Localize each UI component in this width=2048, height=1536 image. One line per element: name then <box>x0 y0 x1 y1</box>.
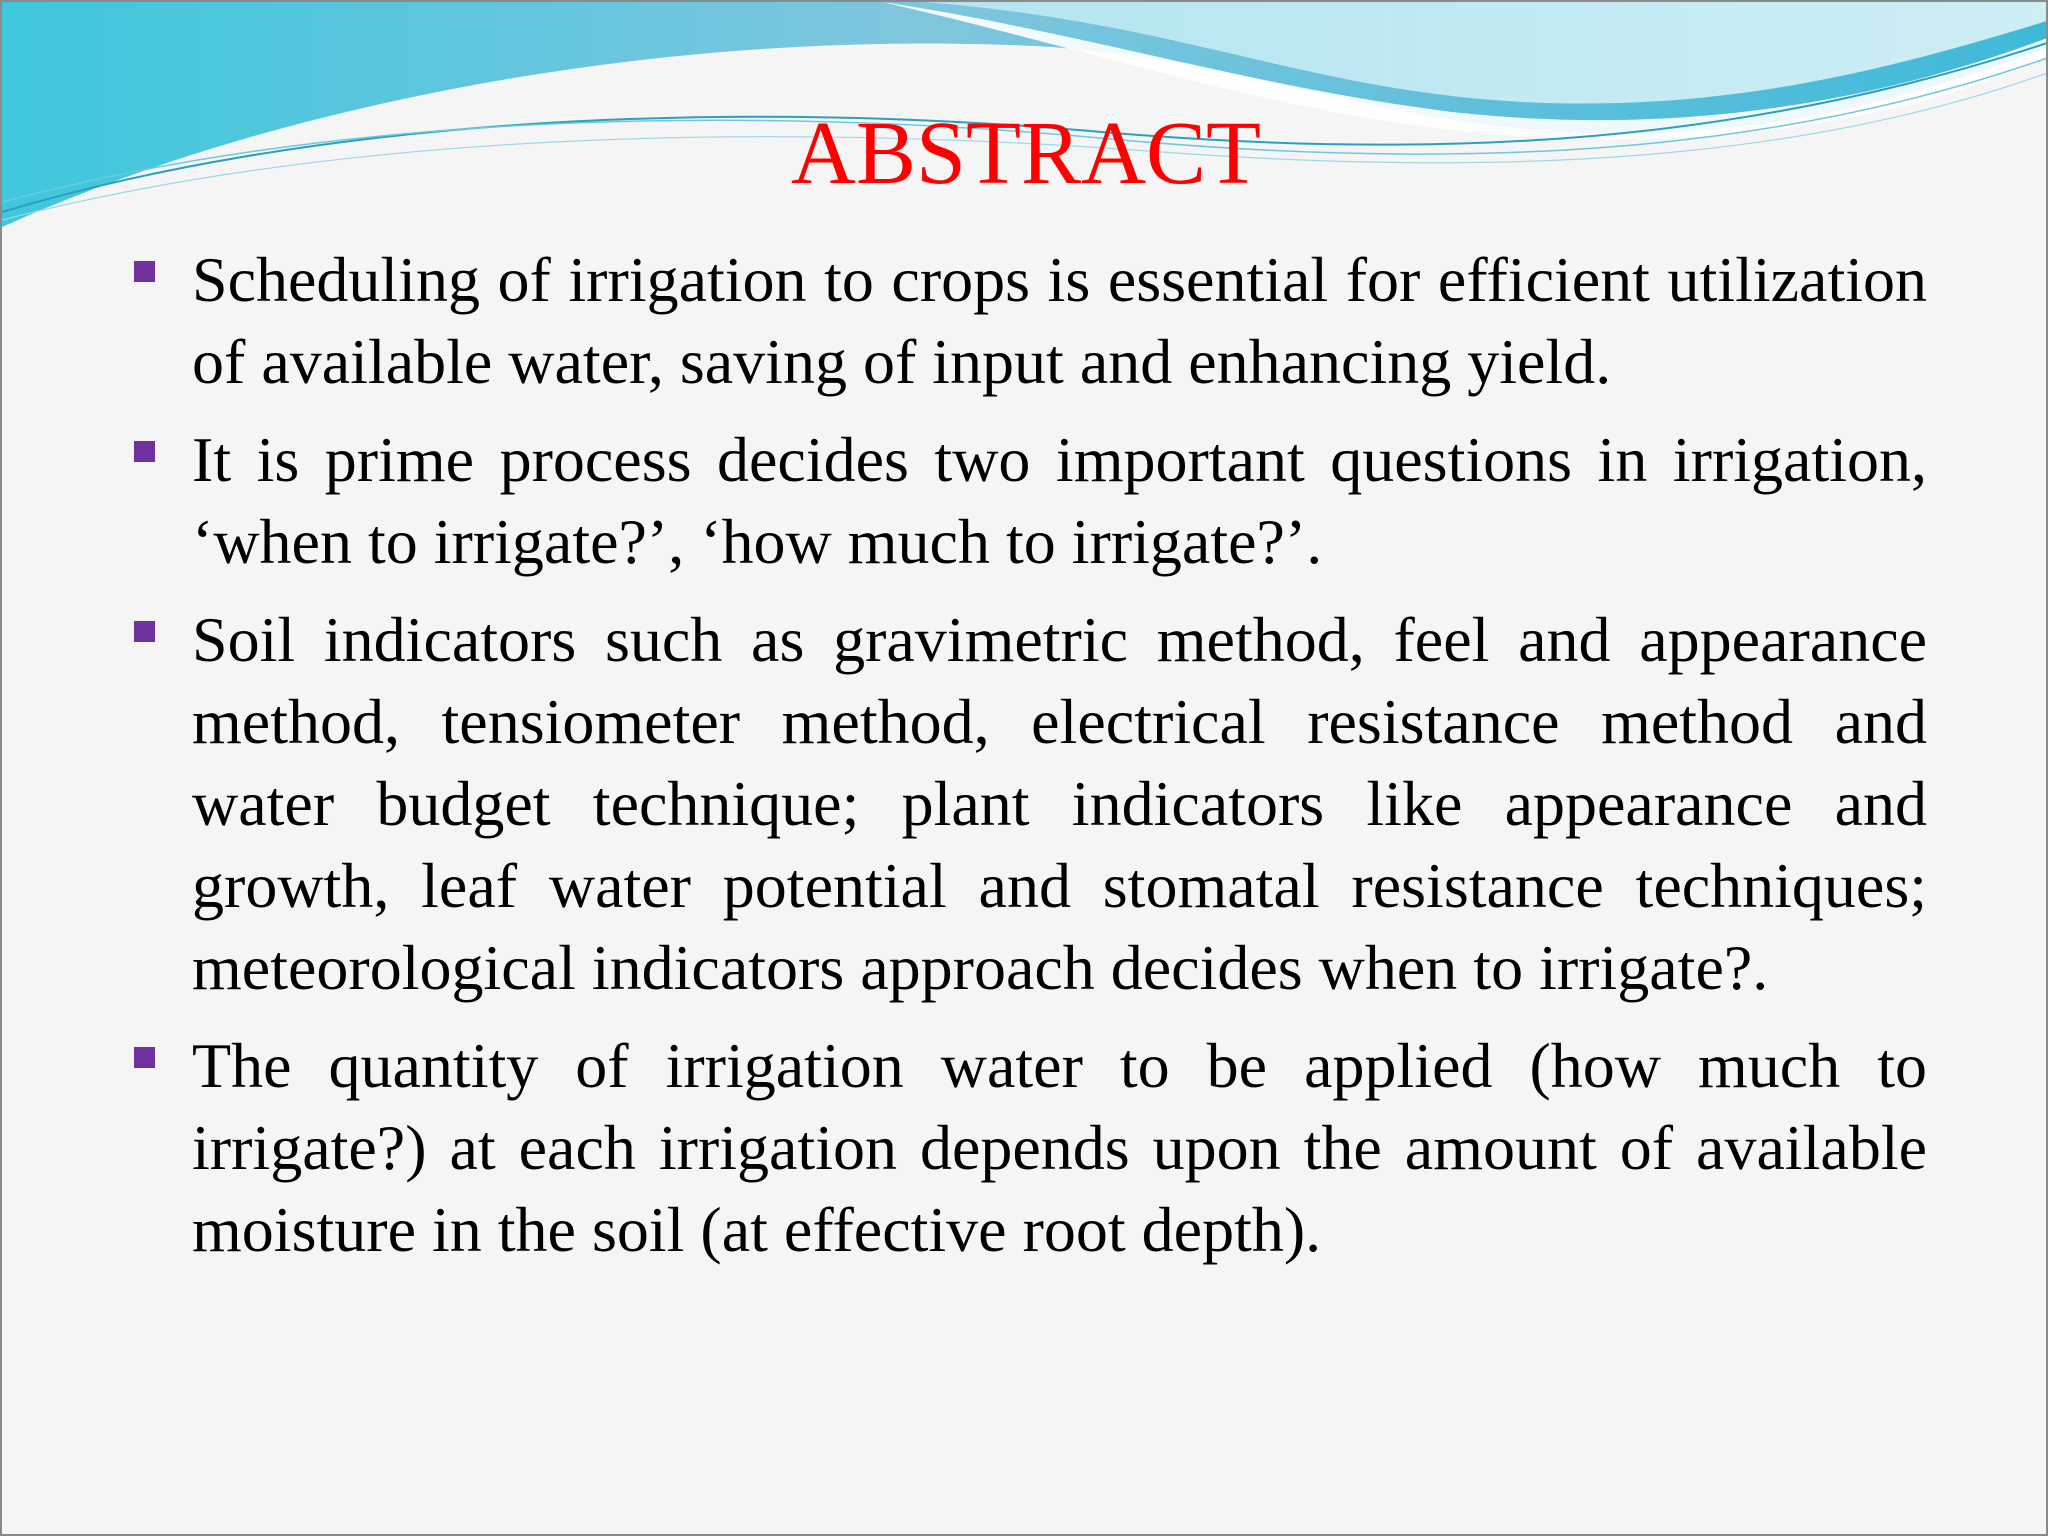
bullet-text: The quantity of irrigation water to be applied (how much to irrigate?) at each irrigation depends upon the amount of available moisture in the soil (at effective root depth). <box>192 1030 1927 1265</box>
bullet-item <box>132 239 1927 403</box>
square-bullet-icon <box>134 261 155 282</box>
bullet-text: Scheduling of irrigation to crops is essential for efficient utilization of available water, saving of input and enhancing yield. <box>192 244 1927 397</box>
bullet-item <box>132 419 1927 583</box>
bullet-text: It is prime process decides two important questions in irrigation, ‘when to irrigate?’, ‘how much to irrigate?’. <box>192 424 1927 577</box>
square-bullet-icon <box>134 1047 155 1068</box>
square-bullet-icon <box>134 441 155 462</box>
bullet-list <box>132 239 1927 1287</box>
slide-title: ABSTRACT <box>790 104 1262 203</box>
square-bullet-icon <box>134 621 155 642</box>
bullet-item <box>132 599 1927 1009</box>
bullet-item <box>132 1025 1927 1271</box>
bullet-text: Soil indicators such as gravimetric method, feel and appearance method, tensiometer method, electrical resistance method and water budget technique; plant indicators like appearance and growth, leaf water potential and stomatal resistance techniques; meteorological indicators approach decides when to irrigate?. <box>192 604 1927 1003</box>
